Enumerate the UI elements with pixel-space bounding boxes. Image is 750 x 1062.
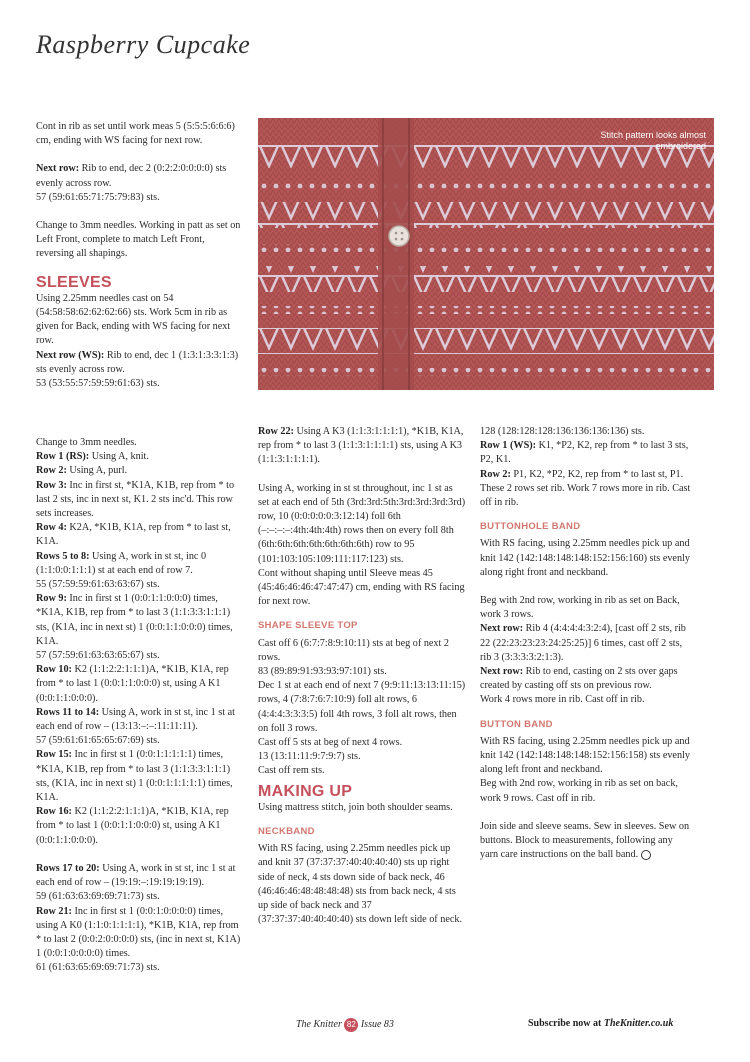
column-middle: [258, 425, 466, 928]
paragraph: Beg with 2nd row, working in rib as set on Back, work 3 rows.: [480, 595, 680, 621]
paragraph: Cast off 5 sts at beg of next 4 rows.: [258, 737, 403, 749]
paragraph: Cast off rem sts.: [258, 765, 325, 777]
footer-subscribe: Subscribe now at TheKnitter.co.uk: [528, 1018, 674, 1029]
row-instruction: Next row: Rib to end, casting on 2 sts over gaps created by casting off sts on previous row.: [480, 666, 678, 692]
buttonhole-band-heading: BUTTONHOLE BAND: [480, 521, 581, 533]
shape-sleeve-heading: SHAPE SLEEVE TOP: [258, 620, 358, 632]
paragraph: Change to 3mm needles.: [36, 437, 137, 448]
column-left: [36, 120, 244, 391]
making-up-heading: MAKING UP: [258, 782, 353, 800]
subscribe-link[interactable]: TheKnitter.co.uk: [603, 1018, 674, 1029]
paragraph: 13 (13:11:11:9:7:9:7) sts.: [258, 751, 361, 763]
paragraph: Dec 1 st at each end of next 7 (9:9:11:13:13:11:15) rows, 4 (7:8:7:6:7:10:9) foll alt rows, 6 (4:4:4:3:3:3:5) foll 4th rows, 3 foll alt rows, then on foll 3 rows.: [258, 680, 466, 734]
row-instruction: Row 15: Inc in first st 1 (0:0:1:1:1:1:1) times, *K1A, K1B, rep from * to last 3 (1:1:3:3:1:1:1) sts, (K1A, inc in next st) 1 (0:0:1:1:1:1:1) times, K1A.: [36, 749, 233, 804]
paragraph: Work 4 rows more in rib. Cast off in rib.: [480, 694, 645, 706]
button-band-heading: BUTTON BAND: [480, 718, 553, 730]
stitch-pattern-image: [258, 118, 714, 390]
row-instruction: Next row: Rib 4 (4:4:4:4:3:2:4), [cast off 2 sts, rib 22 (22:23:23:23:24:25:25)] 6 times, cast off 2 sts, rib 3 (3:3:3:3:2:1:3).: [480, 623, 686, 663]
row-instruction: Rows 5 to 8: Using A, work in st st, inc 0 (1:1:0:0:1:1:1) st at each end of row 7. 55 (57:59:59:61:63:63:67) sts.: [36, 550, 207, 591]
paragraph: 83 (89:89:91:93:93:97:101) sts.: [258, 666, 387, 678]
neckband-heading: NECKBAND: [258, 826, 315, 838]
row-instruction: Row 10: K2 (1:1:2:2:1:1:1)A, *K1B, K1A, rep from * to last 1 (0:0:1:1:0:0:0) st, using A K1 (0:0:1:1:0:0:0).: [36, 664, 229, 704]
column-right: [480, 425, 692, 862]
row-instruction: Row 1 (WS): K1, *P2, K2, rep from * to last 3 sts, P2, K1.: [480, 440, 689, 466]
paragraph: Next row: Rib to end, dec 2 (0:2:2:0:0:0:0) sts evenly across row. 57 (59:61:65:71:75:79:83) sts.: [36, 163, 227, 203]
paragraph: Using 2.25mm needles cast on 54 (54:58:58:62:62:62:66) sts. Work 5cm in rib as given for Back, ending with WS facing for next row.: [36, 292, 231, 347]
photo-caption: Stitch pattern looks almost embroidered: [600, 130, 706, 151]
paragraph: Join side and sleeve seams. Sew in sleeves. Sew on buttons. Block to measurements, following any yarn care instructions on the ball band.: [480, 820, 690, 861]
footer-magazine: The Knitter 82 Issue 83: [296, 1019, 394, 1030]
row-instruction: Row 21: Inc in first st 1 (0:0:1:0:0:0:0) times, using A K0 (1:1:0:1:1:1:1), *K1B, K1A, rep from * to last 2 (0:0:2:0:0:0:0) sts, (inc in next st, K1A) 1 (0:0:1:0:0:0:0) times. 61 (61:63:65:69:69:71:73) sts.: [36, 905, 241, 974]
column-left-lower: [36, 436, 244, 976]
knitting-photo: [258, 118, 714, 390]
page-number: 82: [344, 1018, 358, 1032]
row-instruction: Row 3: Inc in first st, *K1A, K1B, rep from * to last 2 sts, inc in next st, K1. 2 sts inc'd. This row sets increases.: [36, 479, 235, 520]
row-instruction: Row 22: Using A K3 (1:1:3:1:1:1:1), *K1B, K1A, rep from * to last 3 (1:1:3:1:1:1:1) sts, using A K3 (1:1:3:1:1:1:1).: [258, 426, 464, 466]
paragraph: Beg with 2nd row, working in rib as set on back, work 9 rows. Cast off in rib.: [480, 778, 678, 804]
end-mark-icon: [641, 850, 651, 860]
row-instruction: Row 9: Inc in first st 1 (0:0:1:1:0:0:0) times, *K1A, K1B, rep from * to last 3 (1:1:3:3:1:1:1) sts, (K1A, inc in next st) 1 (0:0:1:1:0:0:0) times, K1A. 57 (57:59:61:63:63:65:67) sts.: [36, 593, 233, 662]
paragraph: Cast off 6 (6:7:7:8:9:10:11) sts at beg of next 2 rows.: [258, 637, 449, 663]
sleeves-heading: SLEEVES: [36, 273, 112, 291]
paragraph: Cont in rib as set until work meas 5 (5:5:5:6:6:6) cm, ending with WS facing for next row.: [36, 121, 235, 147]
row-instruction: Row 2: P1, K2, *P2, K2, rep from * to last st, P1.: [480, 468, 684, 480]
paragraph: Cont without shaping until Sleeve meas 45 (45:46:46:46:47:47:47) cm, ending with RS facing for next row.: [258, 567, 465, 608]
row-instruction: Row 16: K2 (1:1:2:2:1:1:1)A, *K1B, K1A, rep from * to last 1 (0:0:1:1:0:0:0) st, using A K1 (0:0:1:1:0:0:0).: [36, 806, 229, 846]
paragraph: With RS facing, using 2.25mm needles pick up and knit 142 (142:148:148:148:152:156:160) sts evenly along right front and neckband.: [480, 538, 690, 578]
row-instruction: Rows 17 to 20: Using A, work in st st, inc 1 st at each end of row – (19:19:–:19:19:19:19). 59 (61:63:63:69:69:71:73) sts.: [36, 862, 236, 903]
row-instruction: Row 2: Using A, purl.: [36, 465, 128, 477]
paragraph: Change to 3mm needles. Working in patt as set on Left Front, complete to match Left Front, reversing all shapings.: [36, 220, 241, 260]
paragraph: Using A, working in st st throughout, inc 1 st as set at each end of 5th (3rd:3rd:5th:3rd:3rd:3rd:3rd) row, 10 (0:0:0:0:0:3:12:14) foll 6th (–:–:–:–:4th:4th:4th) rows then on every foll 8th (6th:6th:6th:6th:6th:6th:6th) row to 95 (101:103:105:109:111:117:123) sts.: [258, 482, 466, 565]
paragraph: 128 (128:128:128:136:136:136:136) sts.: [480, 426, 645, 437]
paragraph: Next row (WS): Rib to end, dec 1 (1:3:1:3:3:1:3) sts evenly across row. 53 (53:55:57:59:59:61:63) sts.: [36, 349, 239, 390]
row-instruction: Row 1 (RS): Using A, knit.: [36, 451, 149, 463]
row-instruction: Row 4: K2A, *K1B, K1A, rep from * to last st, K1A.: [36, 522, 231, 548]
button-icon: [389, 226, 409, 246]
paragraph: Using mattress stitch, join both shoulder seams.: [258, 801, 453, 813]
page-title: Raspberry Cupcake: [36, 30, 251, 59]
row-instruction: Rows 11 to 14: Using A, work in st st, inc 1 st at each end of row – (13:13:–:–:11:11:11). 57 (59:61:61:65:65:67:69) sts.: [36, 706, 235, 747]
paragraph: With RS facing, using 2.25mm needles pick up and knit 37 (37:37:37:40:40:40:40) sts up right side of neck, 4 sts down side of back neck, 46 (46:46:46:48:48:48:48) sts from back neck, 4 sts up side of back neck and 37 (37:37:37:40:40:40:40) sts down left side of neck.: [258, 843, 463, 926]
paragraph: With RS facing, using 2.25mm needles pick up and knit 142 (142:148:148:148:152:156:158) sts evenly along left front and neckband.: [480, 735, 690, 776]
paragraph: These 2 rows set rib. Work 7 rows more in rib. Cast off in rib.: [480, 482, 691, 509]
